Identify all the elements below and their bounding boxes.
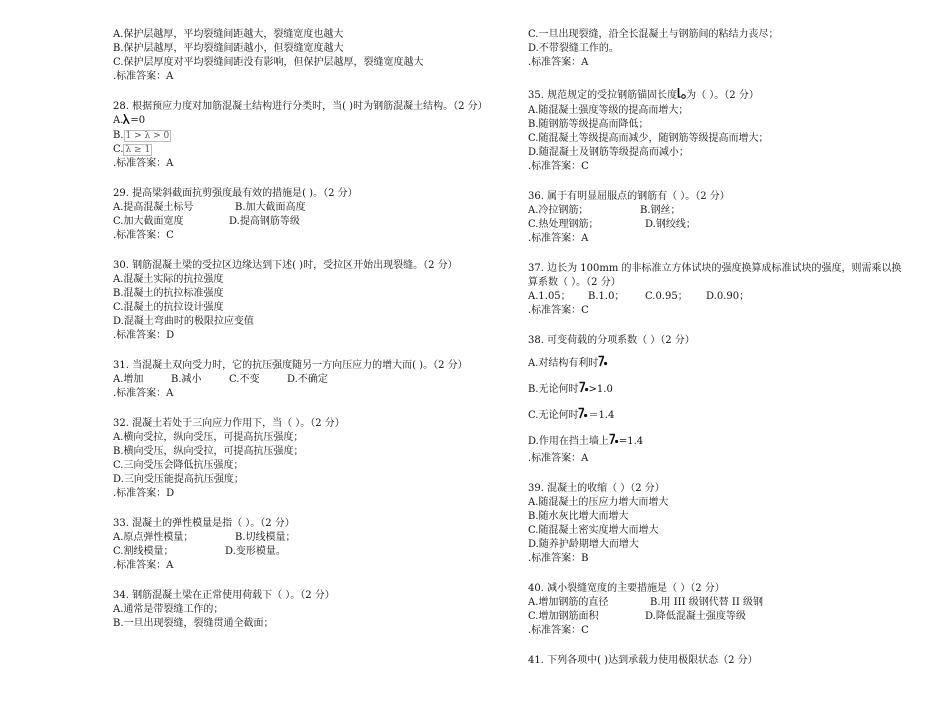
question-41 xyxy=(528,654,918,668)
option-d: D.三向受压能提高抗压强度； xyxy=(113,474,244,485)
option-prefix: C. xyxy=(113,144,124,155)
question-title: 33. 混凝土的弹性模量是指（ ）。（2 分） xyxy=(113,518,295,529)
answer: .标准答案：A xyxy=(528,233,589,244)
question-title: 32. 混凝土若处于三向应力作用下，当（ ）。（2 分） xyxy=(113,418,345,429)
title-suffix: 为（ ）。（2 分） xyxy=(686,90,759,101)
left-column xyxy=(113,28,495,631)
option-b: B.切线模量； xyxy=(235,532,296,543)
question-title: 34. 钢筋混凝土梁在正常使用荷载下（ ）。（2 分） xyxy=(113,590,335,601)
question-title: 40. 减小裂缝宽度的主要措施是（ ）（2 分） xyxy=(528,583,725,594)
option-d: D.0.90； xyxy=(706,291,750,302)
option-b: B.混凝土的抗拉标准强度 xyxy=(113,288,224,299)
question-title: 29. 提高梁斜截面抗剪强度最有效的措施是( )。（2 分） xyxy=(113,188,358,199)
option-b: B.保护层越厚，平均裂缝间距越小，但裂缝宽度越大 xyxy=(113,43,344,54)
option-d xyxy=(528,432,918,452)
option-a: A.增加 xyxy=(113,374,144,385)
option-row xyxy=(113,373,495,387)
option-value: =0 xyxy=(130,115,146,126)
option-row xyxy=(528,596,918,610)
answer: .标准答案：D xyxy=(113,330,175,341)
answer: .标准答案：B xyxy=(528,553,589,564)
question-39 xyxy=(528,482,918,566)
answer: .标准答案：A xyxy=(528,57,589,68)
answer: .标准答案：A xyxy=(113,158,174,169)
option-value: =1.4 xyxy=(618,436,644,447)
answer: .标准答案：C xyxy=(528,161,589,172)
question-title: 30. 钢筋混凝土梁的受拉区边缘达到下述( )时，受拉区开始出现裂缝。（2 分） xyxy=(113,260,458,271)
option-c: C.不变 xyxy=(229,374,260,385)
option-row xyxy=(528,290,918,304)
question-title: 41. 下列各项中( )达到承载力使用极限状态（2 分） xyxy=(528,655,758,666)
option-b: B.一旦出现裂缝，裂缝贯通全截面； xyxy=(113,618,274,629)
question-title: 28. 根据预应力度对加筋混凝土结构进行分类时，当( )时为钢筋混凝土结构。（2 分） xyxy=(113,101,488,112)
right-column xyxy=(528,28,918,668)
option-c: C.割线模量； xyxy=(113,546,174,557)
answer: .标准答案：C xyxy=(528,305,589,316)
question-title: 39. 混凝土的收缩（ ）（2 分） xyxy=(528,483,665,494)
option-c: C.保护层厚度对平均裂缝间距没有影响，但保护层越厚，裂缝宽度越大 xyxy=(113,57,424,68)
question-title: 36. 属于有明显屈服点的钢筋有（ ）。（2 分） xyxy=(528,191,730,202)
option-d: D.不带裂缝工作的。 xyxy=(528,43,619,54)
option-c: C.增加钢筋面积 xyxy=(528,611,599,622)
answer: .标准答案：A xyxy=(113,388,174,399)
question-29 xyxy=(113,187,495,243)
option-b: B.加大截面高度 xyxy=(235,202,306,213)
option-c: C.一旦出现裂缝，沿全长混凝土与钢筋间的粘结力丧尽； xyxy=(528,29,779,40)
option-d: D.降低混凝土强度等级 xyxy=(645,611,746,622)
option-a xyxy=(113,114,495,129)
gamma-q-symbol-icon xyxy=(578,407,588,426)
option-d: D.钢绞线； xyxy=(645,219,696,230)
option-d: D.提高钢筋等级 xyxy=(229,216,300,227)
question-title: 38. 可变荷载的分项系数（ ）（2 分） xyxy=(528,335,695,346)
option-c: C.随混凝土密实度增大而增大 xyxy=(528,525,659,536)
option-b: B.用 III 级钢代替 II 级钢 xyxy=(650,597,763,608)
option-b: B.减小 xyxy=(171,374,202,385)
question-28 xyxy=(113,100,495,171)
option-a: A.原点弹性模量； xyxy=(113,532,194,543)
answer: .标准答案：C xyxy=(113,230,174,241)
option-b: B.1.0； xyxy=(588,291,625,302)
option-a: A.提高混凝土标号 xyxy=(113,202,194,213)
option-a: A.保护层越厚，平均裂缝间距越大，裂缝宽度也越大 xyxy=(113,29,344,40)
option-text: D.作用在挡土墙上 xyxy=(528,436,609,447)
option-a: A.横向受拉，纵向受压，可提高抗压强度； xyxy=(113,432,304,443)
option-row xyxy=(528,610,918,624)
answer: .标准答案：A xyxy=(528,453,589,464)
option-c xyxy=(528,406,918,426)
option-c: C.随混凝土等级提高而减少，随钢筋等级提高而增大； xyxy=(528,133,769,144)
option-b: B.钢丝； xyxy=(640,205,681,216)
option-a: A.增加钢筋的直径 xyxy=(528,597,609,608)
option-b xyxy=(528,380,918,400)
option-text: A.对结构有利时 xyxy=(528,358,599,369)
answer: .标准答案：C xyxy=(528,625,589,636)
answer: .标准答案：D xyxy=(113,488,175,499)
option-d: D.混凝土弯曲时的极限拉应变值 xyxy=(113,316,254,327)
option-a: A.混凝土实际的抗拉强度 xyxy=(113,274,224,285)
option-c: C.0.95； xyxy=(645,291,688,302)
question-36 xyxy=(528,190,918,246)
option-c: C.三向受压会降低抗压强度； xyxy=(113,460,244,471)
question-30 xyxy=(113,259,495,343)
gamma-q-symbol-icon xyxy=(579,381,589,400)
question-32 xyxy=(113,417,495,501)
option-row xyxy=(113,201,495,215)
option-d: D.变形模量。 xyxy=(225,546,286,557)
option-b: B.随钢筋等级提高而降低； xyxy=(528,119,649,130)
option-text: B.无论何时 xyxy=(528,384,579,395)
option-a: A.冷拉钢筋； xyxy=(528,205,589,216)
option-a: A.随混凝土的压应力增大而增大 xyxy=(528,497,669,508)
option-a: A.随混凝土强度等级的提高而增大； xyxy=(528,105,689,116)
option-d: D.不确定 xyxy=(287,374,328,385)
option-a xyxy=(528,354,918,374)
question-title-line-2: 算系数（ ）。（2 分） xyxy=(528,277,621,288)
option-a: A.通常是带裂缝工作的； xyxy=(113,604,224,615)
option-row xyxy=(528,204,918,218)
option-d: D.随养护龄期增大而增大 xyxy=(528,539,639,550)
question-35 xyxy=(528,88,918,174)
gamma-q-symbol-icon xyxy=(609,433,619,452)
gamma-q-symbol-icon xyxy=(598,355,608,374)
option-prefix: A. xyxy=(113,115,124,126)
option-c: C.混凝土的抗拉设计强度 xyxy=(113,302,224,313)
option-text: C.无论何时 xyxy=(528,410,579,421)
question-40 xyxy=(528,582,918,638)
question-33 xyxy=(113,517,495,573)
answer: .标准答案：A xyxy=(113,560,174,571)
title-prefix: 35. 规范规定的受拉钢筋锚固长度 xyxy=(528,90,678,101)
option-prefix: B. xyxy=(113,130,124,141)
question-34-tail xyxy=(528,28,918,70)
question-title xyxy=(528,88,918,104)
option-c: C.加大截面宽度 xyxy=(113,216,184,227)
option-c xyxy=(113,143,495,157)
option-row xyxy=(113,531,495,545)
option-b xyxy=(113,129,495,143)
question-title: 31. 当混凝土双向受力时，它的抗压强度随另一方向压应力的增大而( )。（2 分） xyxy=(113,360,468,371)
question-27-tail xyxy=(113,28,495,84)
option-d: D.随混凝土及钢筋等级提高而减小； xyxy=(528,147,689,158)
formula-image: λ ≥ 1 xyxy=(125,145,151,155)
option-value: >1.0 xyxy=(588,384,613,395)
question-38 xyxy=(528,334,918,466)
question-title-line-1: 37. 边长为 100mm 的非标准立方体试块的强度换算成标准试块的强度，则需乘以换 xyxy=(528,263,902,274)
option-row xyxy=(528,218,918,232)
option-row xyxy=(113,545,495,559)
question-31 xyxy=(113,359,495,401)
question-34 xyxy=(113,589,495,631)
option-row xyxy=(113,215,495,229)
question-37 xyxy=(528,262,918,318)
option-b: B.随水灰比增大而增大 xyxy=(528,511,629,522)
option-a: A.1.05； xyxy=(528,291,571,302)
answer: .标准答案：A xyxy=(113,71,174,82)
formula-image: 1 > λ > 0 xyxy=(125,131,170,141)
option-c: C.热处理钢筋； xyxy=(528,219,599,230)
anchorage-length-la-icon xyxy=(677,88,686,104)
option-value: ＝1.4 xyxy=(588,410,615,421)
option-b: B.横向受压，纵向受拉，可提高抗压强度； xyxy=(113,446,304,457)
